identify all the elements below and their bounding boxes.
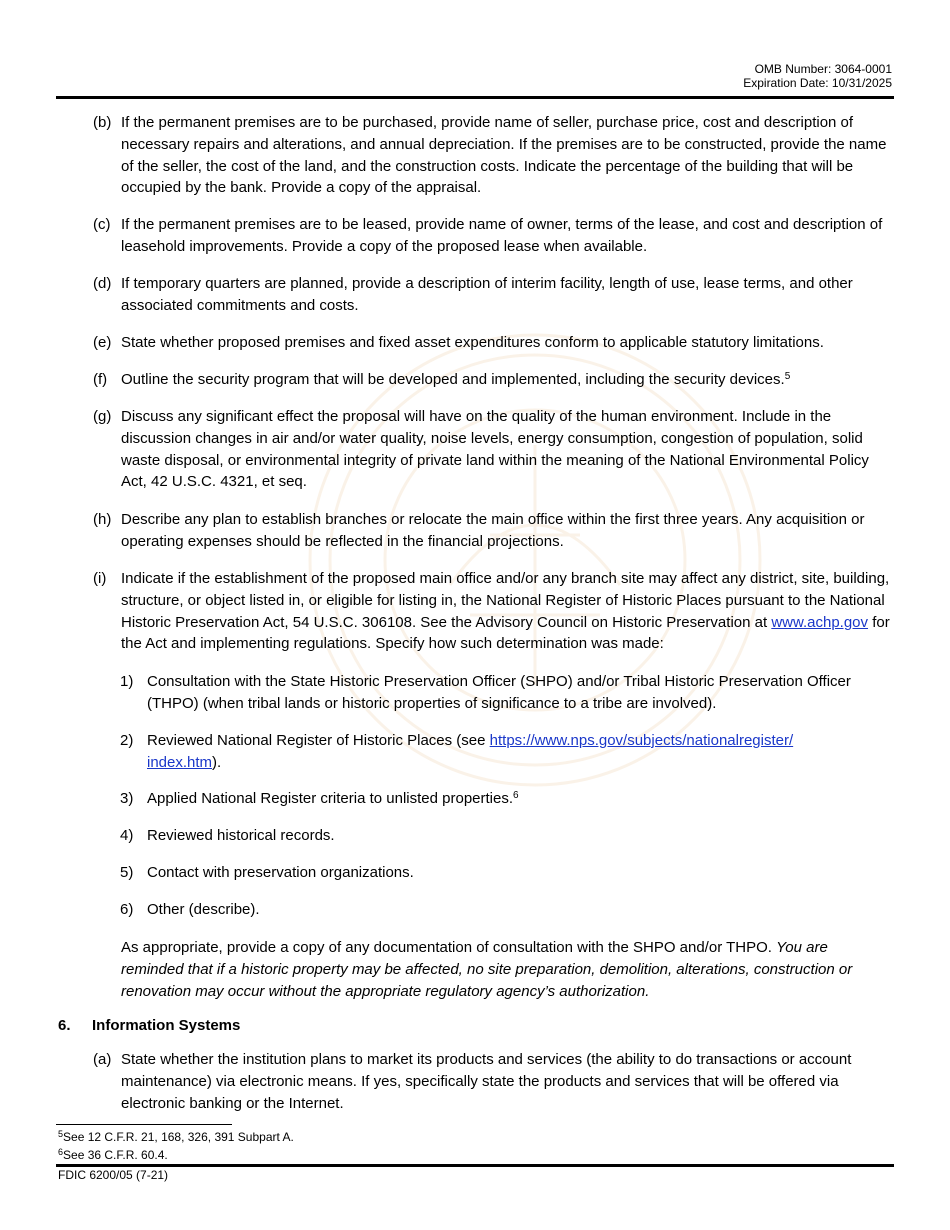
appropriate-normal-text: As appropriate, provide a copy of any documentation of consultation with the SHPO and/or THPO. [121,939,777,956]
subitem-1 [120,671,890,715]
subitem-2 [120,730,890,774]
item-c-label: (c) [93,216,111,233]
item-b [93,112,893,199]
footnote-6-text: See 36 C.F.R. 60.4. [63,1148,168,1162]
item-g-text: Discuss any significant effect the proposal will have on the quality of the human environment. Include in the discussion changes in air and/or water quality, noise levels, energy consumption, congestion of population, solid waste disposal, or environmental integrity of private land within the meaning of the National Environmental Policy Act, 42 U.S.C. 4321, et seq. [121,408,869,491]
item-d-text: If temporary quarters are planned, provide a description of interim facility, length of use, lease terms, and other associated commitments and costs. [121,275,853,314]
appropriate-paragraph [121,937,889,1002]
section-6-item-a-label: (a) [93,1051,112,1068]
expiration-date: Expiration Date: 10/31/2025 [743,76,892,90]
item-c [93,214,893,258]
subitem-1-text: Consultation with the State Historic Preservation Officer (SHPO) and/or Tribal Historic Preservation Officer (THPO) (when tribal lands or historic properties of significance to a tribe are involved). [147,673,851,712]
item-i [93,568,893,655]
subitem-5-label: 5) [120,864,134,881]
item-f [93,369,893,391]
item-f-label: (f) [93,371,108,388]
footnote-5-text: See 12 C.F.R. 21, 168, 326, 391 Subpart A. [63,1130,294,1144]
section-6-title: Information Systems [92,1017,241,1034]
subitem-4 [120,825,890,847]
subitem-4-label: 4) [120,827,134,844]
appropriate-italic-text: You are reminded that if a historic property may be affected, no site preparation, demolition, alterations, construction or renovation may occur without the appropriate regulatory agency’s authorization. [121,939,853,1000]
item-g-label: (g) [93,408,112,425]
item-e-text: State whether proposed premises and fixed asset expenditures conform to applicable statutory limitations. [121,334,824,351]
omb-number: OMB Number: 3064-0001 [754,62,892,76]
subitem-5-text: Contact with preservation organizations. [147,864,414,881]
footnote-6-mark: 6 [58,1147,64,1157]
subitem-3-label: 3) [120,790,134,807]
item-h-text: Describe any plan to establish branches or relocate the main office within the first three years. Any acquisition or operating expenses should be reflected in the financial projections. [121,511,865,550]
section-6-item-a [93,1049,893,1114]
achp-link[interactable]: www.achp.gov [771,613,869,631]
item-i-text-after: for the Act and implementing regulations. Specify how such determination was made: [121,613,890,653]
subitem-2-text-before: Reviewed National Register of Historic Places (see [147,732,490,749]
section-6-number: 6. [58,1017,71,1034]
item-g [93,406,893,493]
item-h [93,509,893,553]
omb-header [743,62,892,90]
subitem-6 [120,899,890,921]
section-6-item-a-text: State whether the institution plans to market its products and services (the ability to do transactions or account maintenance) via electronic means. If yes, specifically state the products and services that will be offered via electronic banking or the Internet. [121,1051,852,1112]
footnote-ref-5[interactable]: 5 [784,371,791,382]
item-i-text-before: Indicate if the establishment of the proposed main office and/or any branch site may affect any district, site, building, structure, or object listed in, or eligible for listing in, the National Register of Historic Places pursuant to the National Historic Preservation Act, 54 U.S.C. 306108. See the Advisory Council on Historic Preservation at [121,570,890,631]
item-d [93,273,893,317]
item-h-label: (h) [93,511,112,528]
nps-link-line1[interactable]: https://www.nps.gov/subjects/nationalregister/ [489,732,794,749]
footnote-6 [58,1145,168,1162]
subitem-5 [120,862,890,884]
subitem-3-text: Applied National Register criteria to unlisted properties. [147,790,514,807]
subitem-2-text-after: ). [212,753,222,771]
top-rule [56,96,894,99]
item-b-text: If the permanent premises are to be purchased, provide name of seller, purchase price, cost and description of necessary repairs and alterations, and annual depreciation. If the premises are to be constructed, provide the name of the seller, the cost of the land, and the construction costs. Indicate the percentage of the building that will be occupied by the bank. Provide a copy of the appraisal. [121,114,887,197]
item-e-label: (e) [93,334,112,351]
form-id: FDIC 6200/05 (7-21) [58,1168,169,1182]
footnote-5 [58,1127,294,1144]
subitem-3 [120,788,890,810]
subitem-6-label: 6) [120,901,134,918]
subitem-2-label: 2) [120,732,134,749]
item-c-text: If the permanent premises are to be leased, provide name of owner, terms of the lease, and cost and description of leasehold improvements. Provide a copy of the proposed lease when available. [121,216,883,255]
item-f-text: Outline the security program that will be developed and implemented, including the security devices. [121,371,785,388]
subitem-1-label: 1) [120,673,134,690]
footnote-ref-6[interactable]: 6 [513,790,519,801]
subitem-6-text: Other (describe). [147,901,260,918]
footnote-5-mark: 5 [58,1129,64,1139]
footnote-rule [56,1124,232,1125]
item-i-label: (i) [93,570,107,587]
nps-link-line2[interactable]: index.htm [147,753,213,771]
item-d-label: (d) [93,275,112,292]
item-b-label: (b) [93,114,112,131]
item-e [93,332,893,354]
bottom-rule [56,1164,894,1167]
subitem-4-text: Reviewed historical records. [147,827,335,844]
